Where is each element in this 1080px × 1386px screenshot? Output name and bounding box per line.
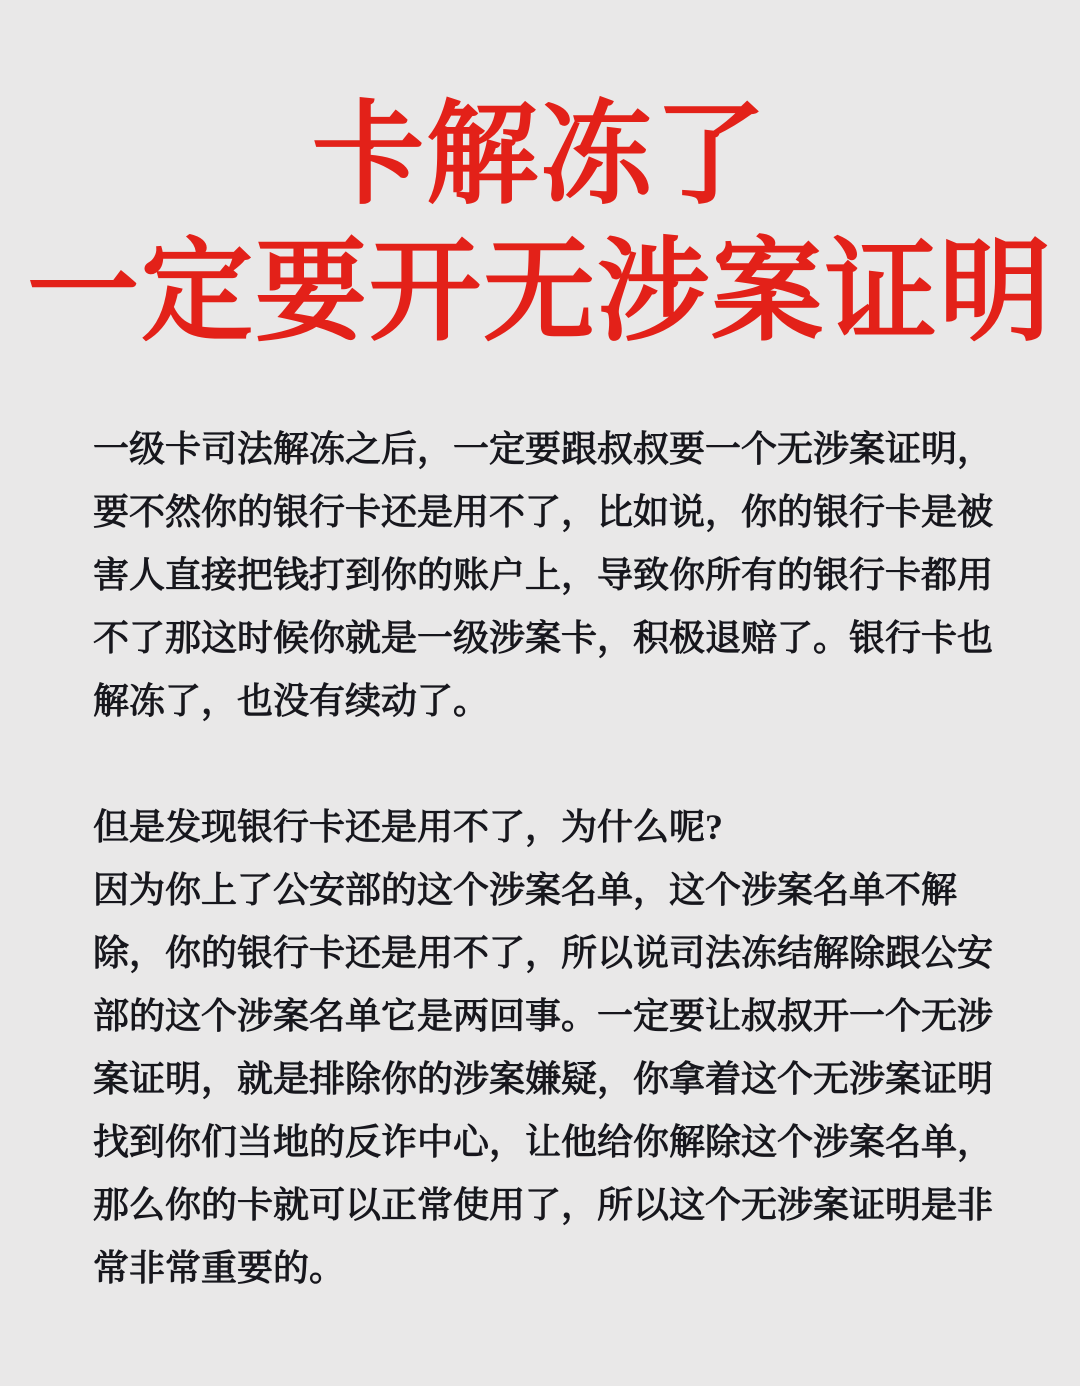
- body-paragraph-2: [93, 796, 1003, 1300]
- body-paragraph-2-text: 因为你上了公安部的这个涉案名单，这个涉案名单不解除，你的银行卡还是用不了，所以说司法冻结解除跟公安部的这个涉案名单它是两回事。一定要让叔叔开一个无涉案证明，就是排除你的涉案嫌疑，你拿着这个无涉案证明找到你们当地的反诈中心，让他给你解除这个涉案名单，那么你的卡就可以正常使用了，所以这个无涉案证明是非常非常重要的。: [93, 870, 994, 1288]
- body-paragraph-2-question: 但是发现银行卡还是用不了，为什么呢?: [93, 807, 724, 847]
- poster-title: [0, 86, 1080, 360]
- body-paragraph-1: 一级卡司法解冻之后，一定要跟叔叔要一个无涉案证明，要不然你的银行卡还是用不了，比如说，你的银行卡是被害人直接把钱打到你的账户上，导致你所有的银行卡都用不了那这时候你就是一级涉案卡，积极退赔了。银行卡也解冻了，也没有续动了。: [93, 429, 994, 721]
- title-line-1: 卡解冻了: [312, 92, 768, 217]
- poster-body: [0, 418, 1080, 1300]
- title-line-2: 一定要开无涉案证明: [27, 229, 1053, 354]
